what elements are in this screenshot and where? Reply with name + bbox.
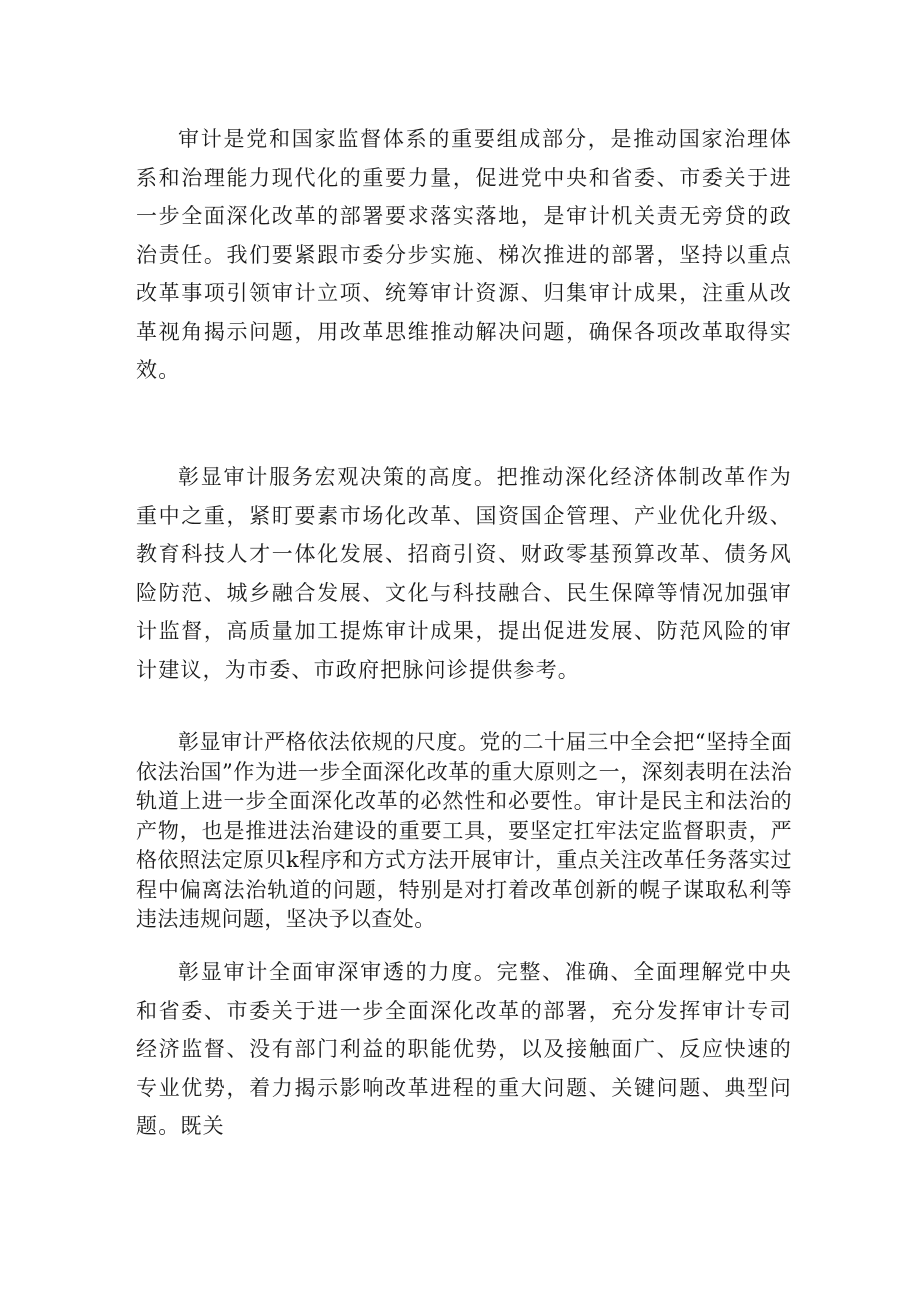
paragraph-comprehensive-audit: 彰显审计全面审深审透的力度。完整、准确、全面理解党中央和省委、市委关于进一步全面深化改革的部署，充分发挥审计专司经济监督、没有部门利益的职能优势，以及接触面广、反应快速的专业优势，着力揭示影响改革进程的重大问题、关键问题、典型问题。既关 (136, 960, 792, 1138)
paragraph-macro-decision: 彰显审计服务宏观决策的高度。把推动深化经济体制改革作为重中之重，紧盯要素市场化改革、国资国企管理、产业优化升级、教育科技人才一体化发展、招商引资、财政零基预算改革、债务风险防范、城乡融合发展、文化与科技融合、民生保障等情况加强审计监督，高质量加工提炼审计成果，提出促进发展、防范风险的审计建议，为市委、市政府把脉问诊提供参考。 (136, 465, 792, 682)
paragraph-intro: 审计是党和国家监督体系的重要组成部分，是推动国家治理体系和治理能力现代化的重要力量，促进党中央和省委、市委关于进一步全面深化改革的部署要求落实落地，是审计机关责无旁贷的政治责任。我们要紧跟市委分步实施、梯次推进的部署，坚持以重点改革事项引领审计立项、统筹审计资源、归集审计成果，注重从改革视角揭示问题，用改革思维推动解决问题，确保各项改革取得实效。 (136, 127, 792, 382)
paragraph-rule-of-law: 彰显审计严格依法依规的尺度。党的二十届三中全会把“坚持全面依法治国”作为进一步全面深化改革的重大原则之一，深刻表明在法治轨道上进一步全面深化改革的必然性和必要性。审计是民主和法治的产物，也是推进法治建设的重要工具，要坚定扛牢法定监督职责，严格依照法定原贝k程序和方式方法开展审计，重点关注改革任务落实过程中偏离法治轨道的问题，特别是对打着改革创新的幌子谋取私利等违法违规问题，坚决予以查处。 (136, 730, 792, 931)
